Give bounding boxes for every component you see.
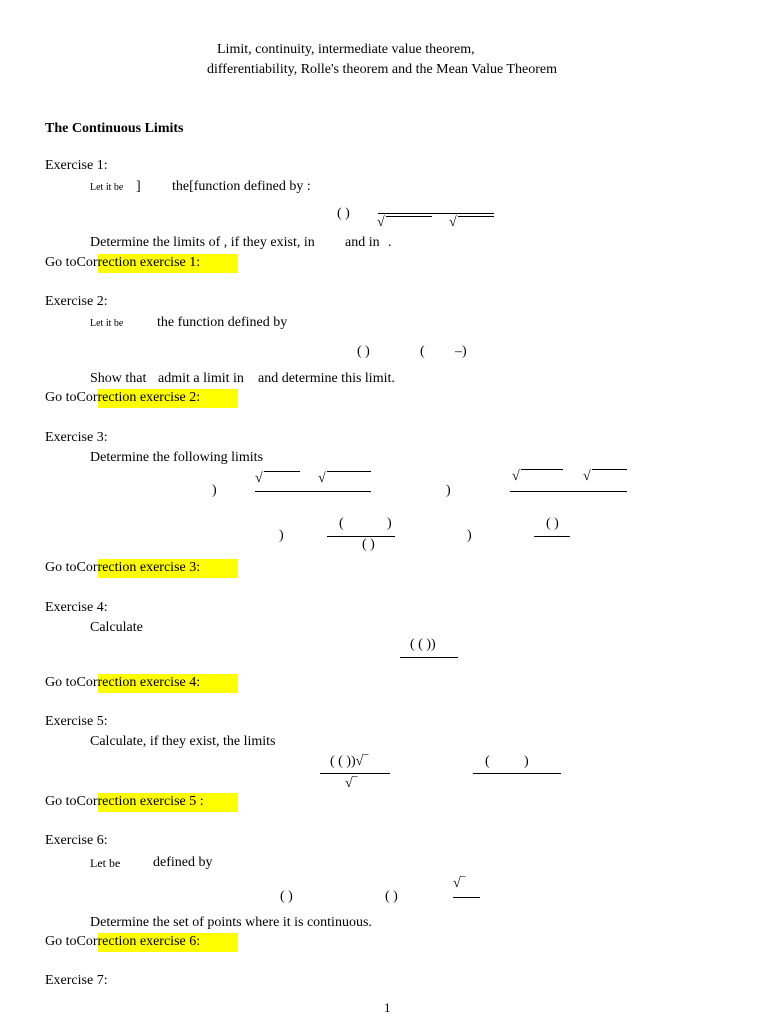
exercise-1-sqrt-1-bar bbox=[386, 216, 432, 217]
exercise-6-paren-2: ( ) bbox=[385, 889, 398, 904]
exercise-6-sqrt: √‾ bbox=[453, 876, 466, 891]
exercise-1-determine: Determine the limits of , if they exist, in bbox=[90, 235, 315, 250]
exercise-6-heading: Exercise 6: bbox=[45, 833, 108, 848]
exercise-2-show: Show that bbox=[90, 371, 147, 386]
exercise-1-bracket: ] bbox=[136, 179, 141, 194]
exercise-3-limit-a-sqrt-1: √ bbox=[255, 471, 263, 486]
exercise-3-limit-c-paren-open: ( bbox=[339, 516, 344, 531]
exercise-1-period: . bbox=[388, 235, 392, 250]
exercise-1-paren: ( ) bbox=[337, 206, 350, 221]
exercise-3-limit-c-fraction-bar bbox=[327, 536, 395, 537]
exercise-6-paren-1: ( ) bbox=[280, 889, 293, 904]
exercise-2-paren-2: ( bbox=[420, 344, 425, 359]
exercise-4-expression: ( ( )) bbox=[410, 637, 436, 652]
exercise-3-limit-a-label: ) bbox=[212, 483, 217, 498]
exercise-3-determine: Determine the following limits bbox=[90, 450, 264, 465]
exercise-2-let: Let it be bbox=[90, 318, 124, 329]
exercise-1-sqrt-2: √ bbox=[449, 215, 457, 230]
exercise-1-and-in: and in bbox=[345, 235, 380, 250]
exercise-4-calculate: Calculate bbox=[90, 620, 143, 635]
exercise-3-limit-c-label: ) bbox=[279, 528, 284, 543]
section-heading: The Continuous Limits bbox=[45, 121, 184, 136]
exercise-3-heading: Exercise 3: bbox=[45, 430, 108, 445]
exercise-6-fraction-bar bbox=[453, 897, 480, 898]
exercise-3-limit-b-sqrt-2: √ bbox=[583, 469, 591, 484]
exercise-5-calculate: Calculate, if they exist, the limits bbox=[90, 734, 276, 749]
exercise-4-correction-link[interactable]: Go toCorrection exercise 4: bbox=[45, 674, 238, 693]
exercise-7-heading: Exercise 7: bbox=[45, 973, 108, 988]
exercise-5-correction-link[interactable]: Go toCorrection exercise 5 : bbox=[45, 793, 238, 812]
exercise-6-determine: Determine the set of points where it is continuous. bbox=[90, 915, 372, 930]
exercise-4-fraction-bar bbox=[400, 657, 458, 658]
page-number: 1 bbox=[384, 1000, 391, 1015]
exercise-3-limit-b-sqrt-1: √ bbox=[512, 469, 520, 484]
exercise-5-limit-2-paren-close: ) bbox=[524, 754, 529, 769]
exercise-1-heading: Exercise 1: bbox=[45, 158, 108, 173]
exercise-3-limit-b-sqrt-2-bar bbox=[592, 469, 627, 470]
exercise-3-limit-d-fraction-bar bbox=[534, 536, 570, 537]
exercise-3-limit-b-fraction-bar bbox=[510, 491, 627, 492]
exercise-2-correction-link[interactable]: Go toCorrection exercise 2: bbox=[45, 389, 238, 408]
exercise-5-limit-2-paren-open: ( bbox=[485, 754, 490, 769]
exercise-4-heading: Exercise 4: bbox=[45, 600, 108, 615]
exercise-1-fraction-bar bbox=[378, 213, 494, 214]
title-line-1: Limit, continuity, intermediate value theorem, bbox=[217, 42, 475, 57]
exercise-2-admit: admit a limit in bbox=[158, 371, 244, 386]
exercise-6-correction-link[interactable]: Go toCorrection exercise 6: bbox=[45, 933, 238, 952]
exercise-1-correction-link[interactable]: Go toCorrection exercise 1: bbox=[45, 254, 238, 273]
exercise-1-sqrt-2-bar bbox=[458, 216, 494, 217]
exercise-6-defined: defined by bbox=[153, 855, 213, 870]
exercise-6-let: Let be bbox=[90, 856, 121, 870]
exercise-3-limit-d-label: ) bbox=[467, 528, 472, 543]
exercise-5-heading: Exercise 5: bbox=[45, 714, 108, 729]
exercise-5-limit-1-numerator: ( ( ))√‾ bbox=[330, 754, 368, 769]
exercise-3-limit-c-paren-close: ) bbox=[387, 516, 392, 531]
exercise-2-heading: Exercise 2: bbox=[45, 294, 108, 309]
exercise-3-correction-link[interactable]: Go toCorrection exercise 3: bbox=[45, 559, 238, 578]
exercise-3-limit-a-sqrt-2: √ bbox=[318, 471, 326, 486]
exercise-3-limit-c-denominator: ( ) bbox=[362, 537, 375, 552]
exercise-1-defined: the[function defined by : bbox=[172, 179, 311, 194]
exercise-3-limit-b-label: ) bbox=[446, 483, 451, 498]
exercise-2-paren-1: ( ) bbox=[357, 344, 370, 359]
exercise-3-limit-a-sqrt-2-bar bbox=[327, 471, 371, 472]
exercise-1-let: Let it be bbox=[90, 182, 124, 193]
exercise-3-limit-d-numerator: ( ) bbox=[546, 516, 559, 531]
exercise-2-defined: the function defined by bbox=[157, 315, 288, 330]
exercise-5-limit-1-denominator: √‾ bbox=[345, 776, 358, 791]
exercise-3-limit-a-sqrt-1-bar bbox=[264, 471, 300, 472]
exercise-5-limit-2-fraction-bar bbox=[473, 773, 561, 774]
exercise-2-determine: and determine this limit. bbox=[258, 371, 395, 386]
exercise-2-paren-3: –) bbox=[455, 344, 467, 359]
exercise-3-limit-a-fraction-bar bbox=[255, 491, 371, 492]
exercise-1-sqrt-1: √ bbox=[377, 215, 385, 230]
exercise-3-limit-b-sqrt-1-bar bbox=[521, 469, 563, 470]
exercise-5-limit-1-fraction-bar bbox=[320, 773, 390, 774]
title-line-2: differentiability, Rolle's theorem and the Mean Value Theorem bbox=[207, 62, 557, 77]
